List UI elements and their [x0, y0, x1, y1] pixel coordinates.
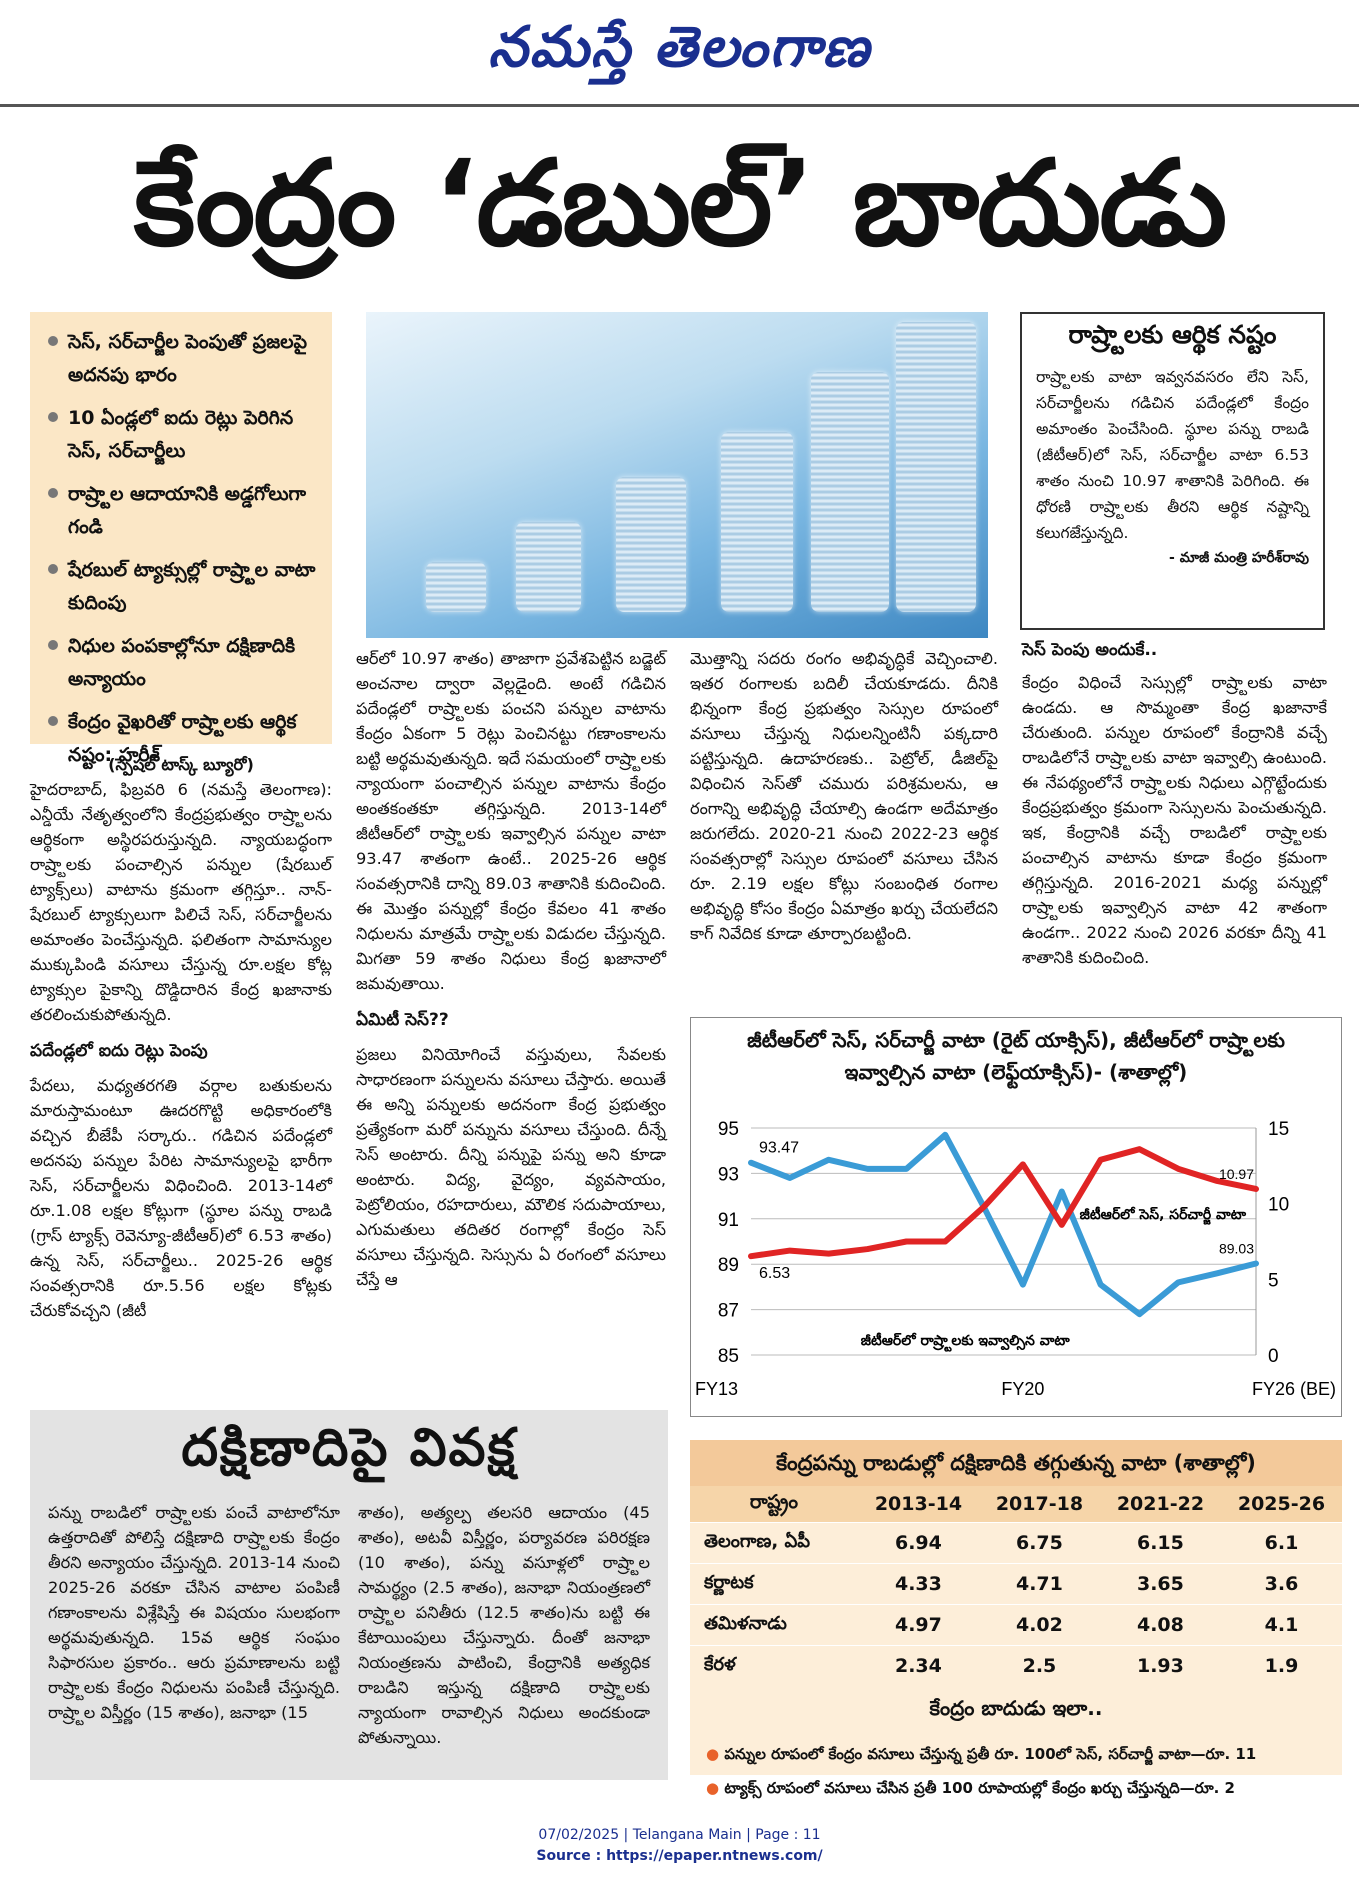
left-tick-label: 89 — [717, 1255, 739, 1277]
table-header-row — [690, 1486, 1342, 1523]
page-footer — [0, 1825, 1359, 1867]
byline: (స్పెషల్ టాస్క్ బ్యూరో) — [108, 755, 254, 774]
column-1 — [30, 752, 332, 1323]
series-line — [751, 1135, 1256, 1314]
footer-source: Source : https://epaper.ntnews.com/ — [536, 1848, 823, 1864]
x-tick-label: FY20 — [1001, 1379, 1045, 1399]
data-point — [1215, 1271, 1219, 1275]
data-point — [943, 1240, 947, 1244]
data-point — [827, 1252, 831, 1256]
article-paragraph: కేంద్రం విధించే సెస్సుల్లో రాష్ర్టాలకు వాటా ఉండదు. ఆ సొమ్మంతా కేంద్ర ఖజానాకే చేరుతుంది. పన్నుల రూపంలో కేంద్రానికి వచ్చే రాబడిలోనే రాష్ర్టాలకు వాటా ఇవ్వాల్సి ఉంటుంది. ఈ నేపథ్యంలోనే రాష్ర్టాలకు నిధులు ఎగ్గొట్టేందుకు కేంద్రప్రభుత్వం క్రమంగా సెస్సులను పెంచుతున్నది. ఇక, కేంద్రానికి వచ్చే రాబడిలో రాష్ర్టాలకు పంచాల్సిన వాటాను కూడా కేంద్రం క్రమంగా తగ్గిస్తున్నది. 2016-2021 మధ్య పన్నుల్లో రాష్ర్టాలకు ఇవ్వాల్సిన వాటా 42 శాతంగా ఉండగా.. 2022 నుంచి 2026 వరకూ దీన్ని 41 శాతానికి కుదించింది. — [1022, 673, 1327, 967]
data-point — [1176, 1280, 1180, 1284]
box-signature: - మాజీ మంత్రి హరీశ్‌రావు — [1169, 550, 1309, 566]
left-tick-label: 91 — [717, 1209, 739, 1231]
chart-title: జీటీఆర్‌లో సెస్, సర్‌చార్జీ వాటా (రైట్ యాక్సిస్), జీటీఆర్‌లో రాష్ర్టాలకు ఇవ్వాల్సిన వాటా (లెఫ్ట్‌యాక్సిస్)- (శాతాల్లో) — [747, 1028, 1285, 1084]
data-point — [788, 1249, 792, 1253]
note-item: ● ట్యాక్స్ రూపంలో వసూలు చేసిన ప్రతీ 100 రూపాయల్లో కేంద్రం ఖర్చు చేస్తున్నది—రూ. 2 — [706, 1779, 1235, 1797]
right-tick-label: 5 — [1268, 1270, 1279, 1292]
highlight-item: సెస్, సర్‌చార్జీల పెంపుతో ప్రజలపై అదనపు భారం — [48, 326, 322, 392]
article-paragraph: ప్రజలు వినియోగించే వస్తువులు, సేవలకు సాధారణంగా పన్నులను వసూలు చేస్తారు. అయితే ఈ అన్ని పన్నులకు అదనంగా కేంద్ర ప్రభుత్వం ప్రత్యేకంగా మరో పన్నును వసూలు చేస్తుంది. దీన్నే సెస్ అంటారు. దీన్ని పన్నుపై పన్ను అని కూడా అంటారు. విద్య, వైద్యం, వ్యవసాయం, పెట్రోలియం, రహదారులు, మౌలిక సదుపాయాలు, ఎగుమతులు తదితర రంగాల్లో కేంద్రం సెస్ వసూలు చేస్తున్నది. సెస్సును ఏ రంగంలో వసూలు చేస్తే ఆ — [356, 1045, 666, 1289]
left-tick-label: 95 — [717, 1119, 739, 1140]
table-header: 2025-26 — [1221, 1486, 1342, 1523]
sidebar-box — [1020, 312, 1325, 630]
highlight-item: రాష్ర్టాల ఆదాయానికి అడ్డగోలుగా గండి — [48, 478, 322, 544]
line-chart — [691, 1110, 1341, 1410]
subheading: సెస్ పెంపు అందుకే.. — [1022, 640, 1158, 660]
column-2 — [356, 646, 666, 1292]
data-point — [943, 1133, 947, 1137]
article-paragraph: శాతం), అత్యల్ప తలసరి ఆదాయం (45 శాతం), అటవీ విస్తీర్ణం, పర్యావరణ పరిరక్షణ (10 శాతం), పన్ను వసూళ్లలో రాష్ర్టాల సామర్థ్యం (2.5 శాతం), జనాభా నియంత్రణలో రాష్ర్టాల పనితీరు (12.5 శాతం)ను బట్టి ఈ కేటాయింపులు చేస్తున్నారు. దీంతో జనాభా నియంత్రణను పాటించి, కేంద్రానికి అత్యధిక రాబడిని ఇస్తున్న దక్షిణాది రాష్ర్టాలకు న్యాయంగా రావాల్సిన నిధులు అందకుండా పోతున్నాయి. — [358, 1503, 650, 1747]
note-item: ● పన్నుల రూపంలో కేంద్రం వసూలు చేస్తున్న ప్రతీ రూ. 100లో సెస్, సర్‌చార్జీ వాటా—రూ. 11 — [706, 1745, 1257, 1763]
headline: కేంద్రం ‘డబుల్’ బాదుడు — [133, 134, 1226, 272]
data-point — [827, 1158, 831, 1162]
table-row: కేరళ 2.34 2.5 1.93 1.9 — [690, 1646, 1342, 1687]
article-paragraph: మొత్తాన్ని సదరు రంగం అభివృద్ధికే వెచ్చించాలి. ఇతర రంగాలకు బదిలీ చేయకూడదు. దీనికి భిన్నంగా కేంద్ర ప్రభుత్వం సెస్సుల రూపంలో వసూలు చేస్తున్న నిధులన్నింటినీ పక్కదారి పట్టిస్తున్నది. ఉదాహరణకు.. పెట్రోల్, డీజిల్‌పై విధించిన సెస్‌తో చమురు పరిశ్రమలను, ఆ రంగాన్ని అభివృద్ధి చేయాల్సి ఉండగా అదేమాత్రం జరుగలేదు. 2020-21 నుంచి 2022-23 ఆర్థిక సంవత్సరాల్లో సెస్సుల రూపంలో వసూలు చేసిన రూ. 2.19 లక్షల కోట్లు సంబంధిత రంగాల అభివృద్ధి కోసం కేంద్రం ఏమాత్రం ఖర్చు చేయలేదని కాగ్ నివేదిక కూడా తూర్పారబట్టింది. — [690, 649, 998, 943]
footer-date: 07/02/2025 | Telangana Main | Page : 11 — [538, 1827, 821, 1843]
left-tick-label: 93 — [717, 1164, 739, 1186]
data-point — [749, 1254, 753, 1258]
data-point — [1021, 1162, 1025, 1166]
data-point — [1060, 1223, 1064, 1227]
table-header: రాష్ట్రం — [690, 1486, 858, 1523]
x-tick-label: FY26 (BE) — [1251, 1379, 1336, 1399]
table-title: కేంద్రపన్ను రాబడుల్లో దక్షిణాదికి తగ్గుతున్న వాటా (శాతాల్లో) — [690, 1440, 1342, 1486]
article-paragraph: పన్ను రాబడిలో రాష్ర్టాలకు పంచే వాటాలోనూ ఉత్తరాదితో పోలిస్తే దక్షిణాది రాష్ర్టాలకు కేంద్రం తీరని అన్యాయం చేస్తున్నది. 2013-14 నుంచి 2025-26 వరకూ చేసిన వాటాల పంపిణీ గణాంకాలను విశ్లేషిస్తే ఈ విషయం సులభంగా అర్థమవుతున్నది. 15వ ఆర్థిక సంఘం సిఫారసుల ప్రకారం.. ఆరు ప్రమాణాలను బట్టి రాష్ర్టాలకు కేంద్రం నిధులను పంపిణీ చేస్తున్నది. రాష్ర్టాల విస్తీర్ణం (15 శాతం), జనాభా (15 — [48, 1503, 340, 1722]
data-point — [1254, 1262, 1258, 1266]
data-point — [1254, 1187, 1258, 1191]
right-tick-label: 10 — [1268, 1194, 1290, 1216]
series-annotation: జీటీఆర్‌లో రాష్ర్టాలకు ఇవ్వాల్సిన వాటా — [860, 1333, 1070, 1349]
subheading: పదేండ్లలో ఐదు రెట్లు పెంపు — [30, 1041, 208, 1061]
article-paragraph: ఆర్‌లో 10.97 శాతం) తాజాగా ప్రవేశపెట్టిన బడ్జెట్ అంచనాల ద్వారా వెల్లడైంది. అంటే గడిచిన పదేండ్లలో రాష్ర్టాలకు పంచని పన్నుల వాటాను కేంద్రం ఏకంగా 5 రెట్లు పెంచినట్టు గణాంకాలను బట్టి అర్థమవుతున్నది. ఇదే సమయంలో రాష్ర్టాలకు న్యాయంగా పంచాల్సిన పన్నుల వాటాను కేంద్రం అంతకంతకూ తగ్గిస్తున్నది. 2013-14లో జీటీఆర్‌లో రాష్ర్టాలకు ఇవ్వాల్సిన పన్నుల వాటా 93.47 శాతంగా ఉంటే.. 2025-26 ఆర్థిక సంవత్సరానికి దాన్ని 89.03 శాతానికి కుదించింది. ఈ మొత్తం పన్నుల్లో కేంద్రం కేవలం 41 శాతం నిధులను మాత్రమే రాష్ర్టాలకు విడుదల చేస్తున్నది. మిగతా 59 శాతం నిధులు కేంద్ర ఖజానాలో జమవుతాయి. — [356, 649, 667, 993]
highlight-item: కేంద్రం వైఖరితో రాష్ర్టాలకు ఆర్థిక నష్టం: హరీశ్ — [48, 706, 322, 772]
x-tick-label: FY13 — [695, 1379, 739, 1399]
south-section-title: దక్షిణాదిపై వివక్ష — [181, 1418, 517, 1478]
data-point — [1021, 1283, 1025, 1287]
data-point — [904, 1167, 908, 1171]
masthead — [0, 0, 1359, 95]
right-tick-label: 15 — [1268, 1119, 1290, 1140]
highlight-item: షేరబుల్ ట్యాక్సుల్లో రాష్ర్టాల వాటా కుదింపు — [48, 554, 322, 620]
coin-stacks-photo — [366, 312, 988, 638]
masthead-rule — [0, 104, 1359, 107]
newspaper-logo: నమస్తే తెలంగాణ — [488, 14, 871, 80]
share-table — [690, 1486, 1342, 1686]
right-tick-label: 0 — [1268, 1346, 1279, 1367]
data-point — [1099, 1158, 1103, 1162]
data-point — [1099, 1283, 1103, 1287]
column-4 — [1022, 640, 1327, 970]
table-header: 2017-18 — [979, 1486, 1100, 1523]
data-point — [1137, 1147, 1141, 1151]
start-value-label: 93.47 — [759, 1139, 800, 1157]
table-row: కర్ణాటక 4.33 4.71 3.65 3.6 — [690, 1564, 1342, 1605]
subheading: ఏమిటీ సెస్?? — [356, 1010, 449, 1030]
data-point — [982, 1205, 986, 1209]
highlight-item: 10 ఏండ్లలో ఐదు రెట్లు పెరిగిన సెస్, సర్‌చార్జీలు — [48, 402, 322, 468]
table-header: 2013-14 — [858, 1486, 979, 1523]
left-tick-label: 87 — [717, 1300, 739, 1322]
left-tick-label: 85 — [717, 1346, 739, 1367]
start-value-label: 6.53 — [759, 1265, 791, 1283]
data-point — [749, 1161, 753, 1165]
end-value-label: 10.97 — [1218, 1165, 1254, 1182]
table-header: 2021-22 — [1100, 1486, 1221, 1523]
article-paragraph: హైదరాబాద్, ఫిబ్రవరి 6 (నమస్తే తెలంగాణ): ఎన్డీయే నేతృత్వంలోని కేంద్రప్రభుత్వం రాష్ర్టాలను ఆర్థికంగా అస్థిరపరుస్తున్నది. న్యాయబద్ధంగా రాష్ర్టాలకు పంచాల్సిన పన్నుల (షేరబుల్ ట్యాక్స్‌లు) వాటాను క్రమంగా తగ్గిస్తూ.. నాన్-షేరబుల్ ట్యాక్సులుగా పిలిచే సెస్, సర్‌చార్జీలను అమాంతం పెంచేస్తున్నది. ఫలితంగా సామాన్యుల ముక్కుపిండి వసూలు చేస్తున్న రూ.లక్షల కోట్ల ట్యాక్సుల పైకాన్ని దొడ్డిదారిన కేంద్ర ఖజానాకు తరలించుకుపోతున్నది. — [30, 780, 332, 1024]
data-point — [866, 1247, 870, 1251]
data-point — [904, 1240, 908, 1244]
article-paragraph: పేదలు, మధ్యతరగతి వర్గాల బతుకులను మారుస్తామంటూ ఊదరగొట్టి అధికారంలోకి వచ్చిన బీజేపీ సర్కారు.. గడిచిన పదేండ్లలో అదనపు పన్నుల పేరిట సామాన్యులపై భారీగా సెస్, సర్‌చార్జీలను విధించింది. 2013-14లో రూ.1.08 లక్షల కోట్లుగా (స్థూల పన్ను రాబడి (గ్రాస్ ట్యాక్స్ రెవెన్యూ-జీటీఆర్)లో 6.53 శాతం) ఉన్న సెస్, సర్‌చార్జీలు.. 2025-26 ఆర్థిక సంవత్సరానికి రూ.5.56 లక్షల కోట్లకు చేరుకోవచ్చని (జీటీ — [30, 1076, 332, 1320]
data-point — [1137, 1312, 1141, 1316]
data-point — [866, 1167, 870, 1171]
data-point — [1060, 1190, 1064, 1194]
table-notes — [690, 1737, 1342, 1805]
table-row: తెలంగాణ, ఏపీ 6.94 6.75 6.15 6.1 — [690, 1523, 1342, 1564]
data-point — [788, 1176, 792, 1180]
table-row: తమిళనాడు 4.97 4.02 4.08 4.1 — [690, 1605, 1342, 1646]
data-point — [1176, 1167, 1180, 1171]
chart-panel — [690, 1017, 1342, 1417]
series-annotation: జీటీఆర్‌లో సెస్, సర్‌చార్జీ వాటా — [1079, 1206, 1246, 1223]
end-value-label: 89.03 — [1218, 1240, 1254, 1257]
box-text: రాష్ర్టాలకు వాటా ఇవ్వనవసరం లేని సెస్, సర్‌చార్జీలను గడిచిన పదేండ్లలో కేంద్రం అమాంతం పెంచేసింది. స్థూల పన్ను రాబడి (జీటీఆర్)లో సెస్, సర్‌చార్జీల వాటా 6.53 శాతం నుంచి 10.97 శాతానికి పెరిగింది. ఈ ధోరణి రాష్ర్టాలకు తీరని ఆర్థిక నష్టాన్ని కలుగజేస్తున్నది. — [1036, 368, 1309, 542]
box-title: రాష్ర్టాలకు ఆర్థిక నష్టం — [1068, 320, 1277, 349]
share-table-panel — [690, 1440, 1342, 1797]
highlight-item: నిధుల పంపకాల్లోనూ దక్షిణాదికి అన్యాయం — [48, 630, 322, 696]
table-subheading: కేంద్రం బాదుడు ఇలా.. — [929, 1696, 1103, 1720]
column-3 — [690, 646, 998, 946]
